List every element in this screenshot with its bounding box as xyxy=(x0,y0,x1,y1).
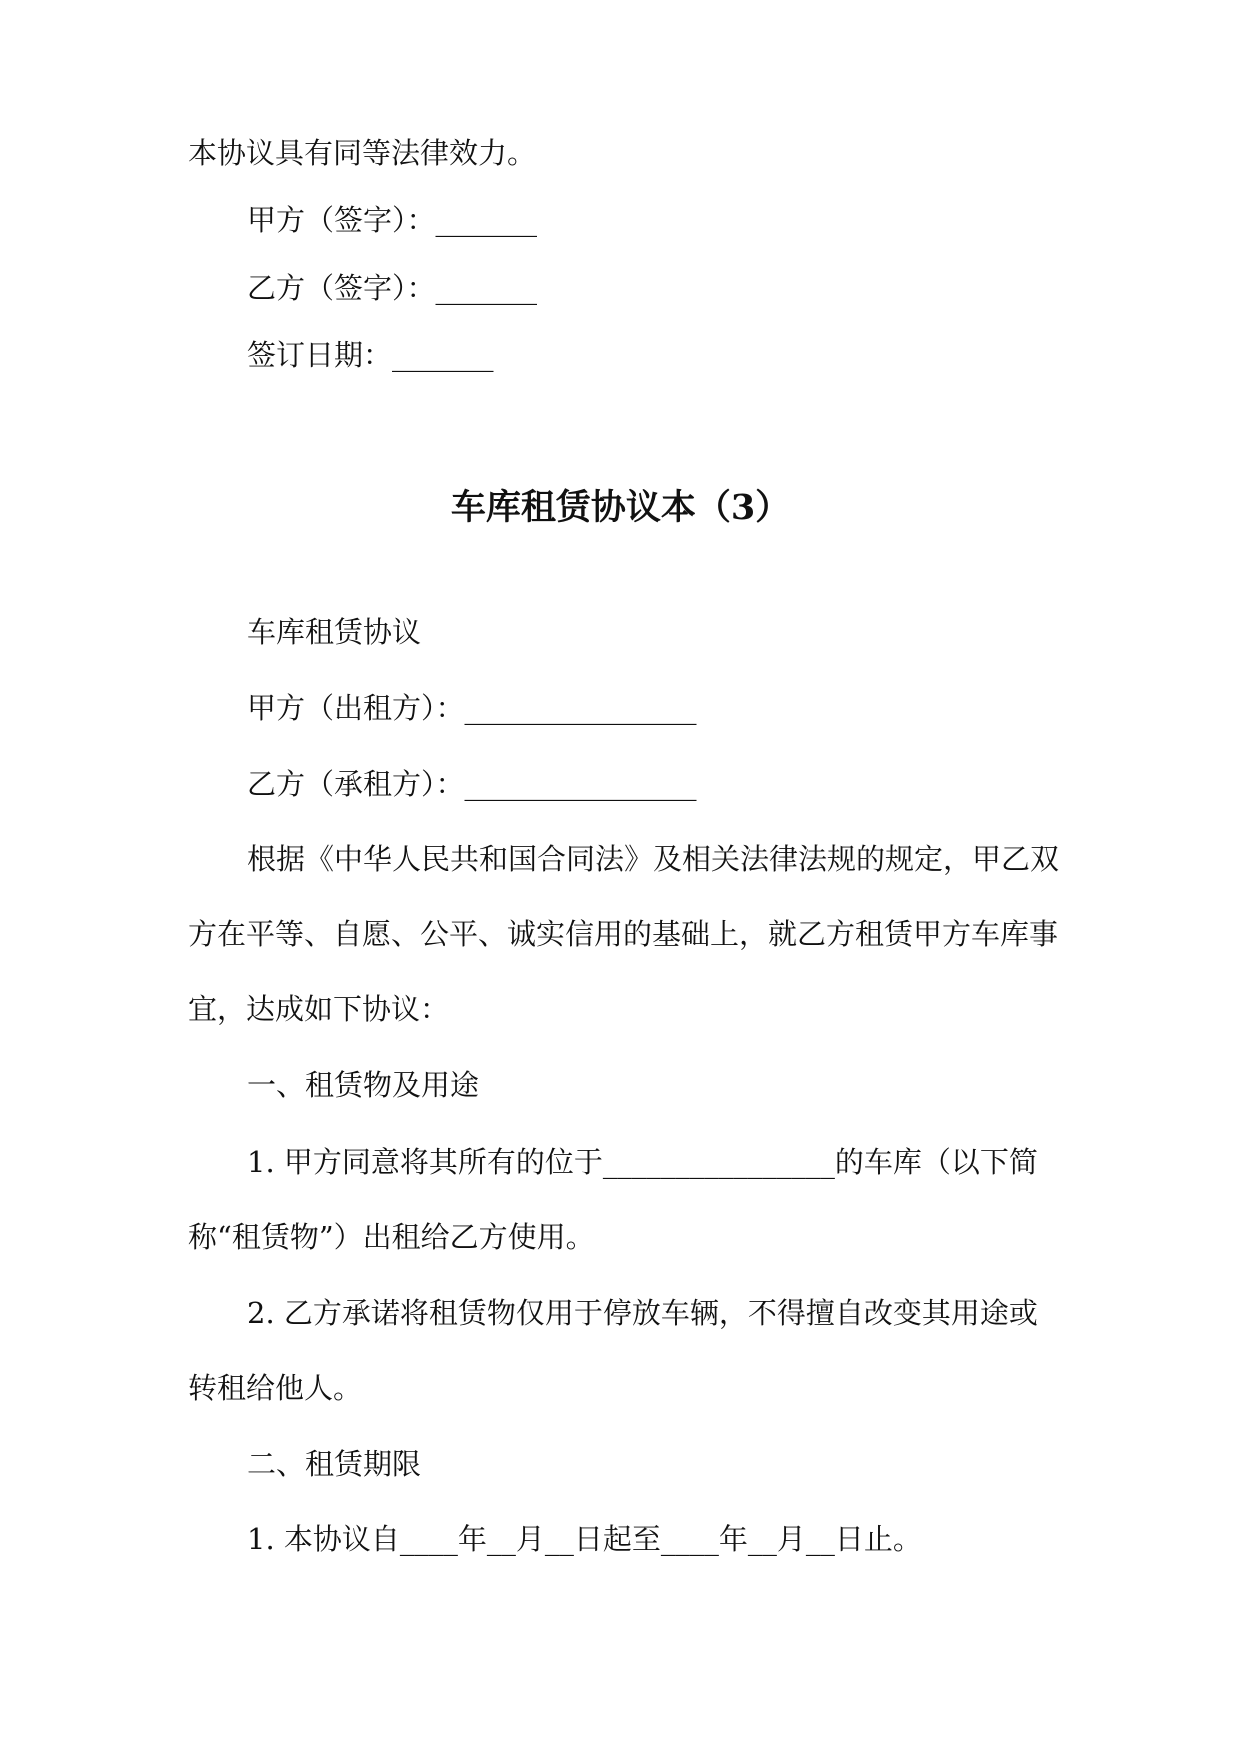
party-a-signature-line: 甲方（签字）：_______ xyxy=(247,203,538,237)
section-2-item-1: 1. 本协议自____年__月__日起至____年__月__日止。 xyxy=(247,1522,922,1556)
section-1-item-2-line-2: 转租给他人。 xyxy=(188,1371,363,1405)
closing-line: 本协议具有同等法律效力。 xyxy=(188,136,537,170)
party-b-lessee-line: 乙方（承租方）：________________ xyxy=(247,767,697,801)
party-b-signature-line: 乙方（签字）：_______ xyxy=(247,271,538,305)
preamble-line-2: 方在平等、自愿、公平、诚实信用的基础上，就乙方租赁甲方车库事 xyxy=(188,917,1059,951)
preamble-line-3: 宜，达成如下协议： xyxy=(188,992,450,1026)
section-1-heading: 一、租赁物及用途 xyxy=(247,1068,480,1102)
agreement-title: 车库租赁协议本（3） xyxy=(450,487,791,528)
party-a-lessor-line: 甲方（出租方）：________________ xyxy=(247,691,697,725)
section-1-item-2-line-1: 2. 乙方承诺将租赁物仅用于停放车辆，不得擅自改变其用途或 xyxy=(247,1296,1038,1330)
section-1-item-1-line-1: 1. 甲方同意将其所有的位于________________的车库（以下简 xyxy=(247,1145,1038,1179)
section-1-item-1-line-2: 称“租赁物”）出租给乙方使用。 xyxy=(188,1220,595,1254)
sign-date-line: 签订日期：_______ xyxy=(247,338,494,372)
preamble-line-1: 根据《中华人民共和国合同法》及相关法律法规的规定，甲乙双 xyxy=(247,842,1060,876)
agreement-subtitle: 车库租赁协议 xyxy=(247,615,422,649)
section-2-heading: 二、租赁期限 xyxy=(247,1447,422,1481)
